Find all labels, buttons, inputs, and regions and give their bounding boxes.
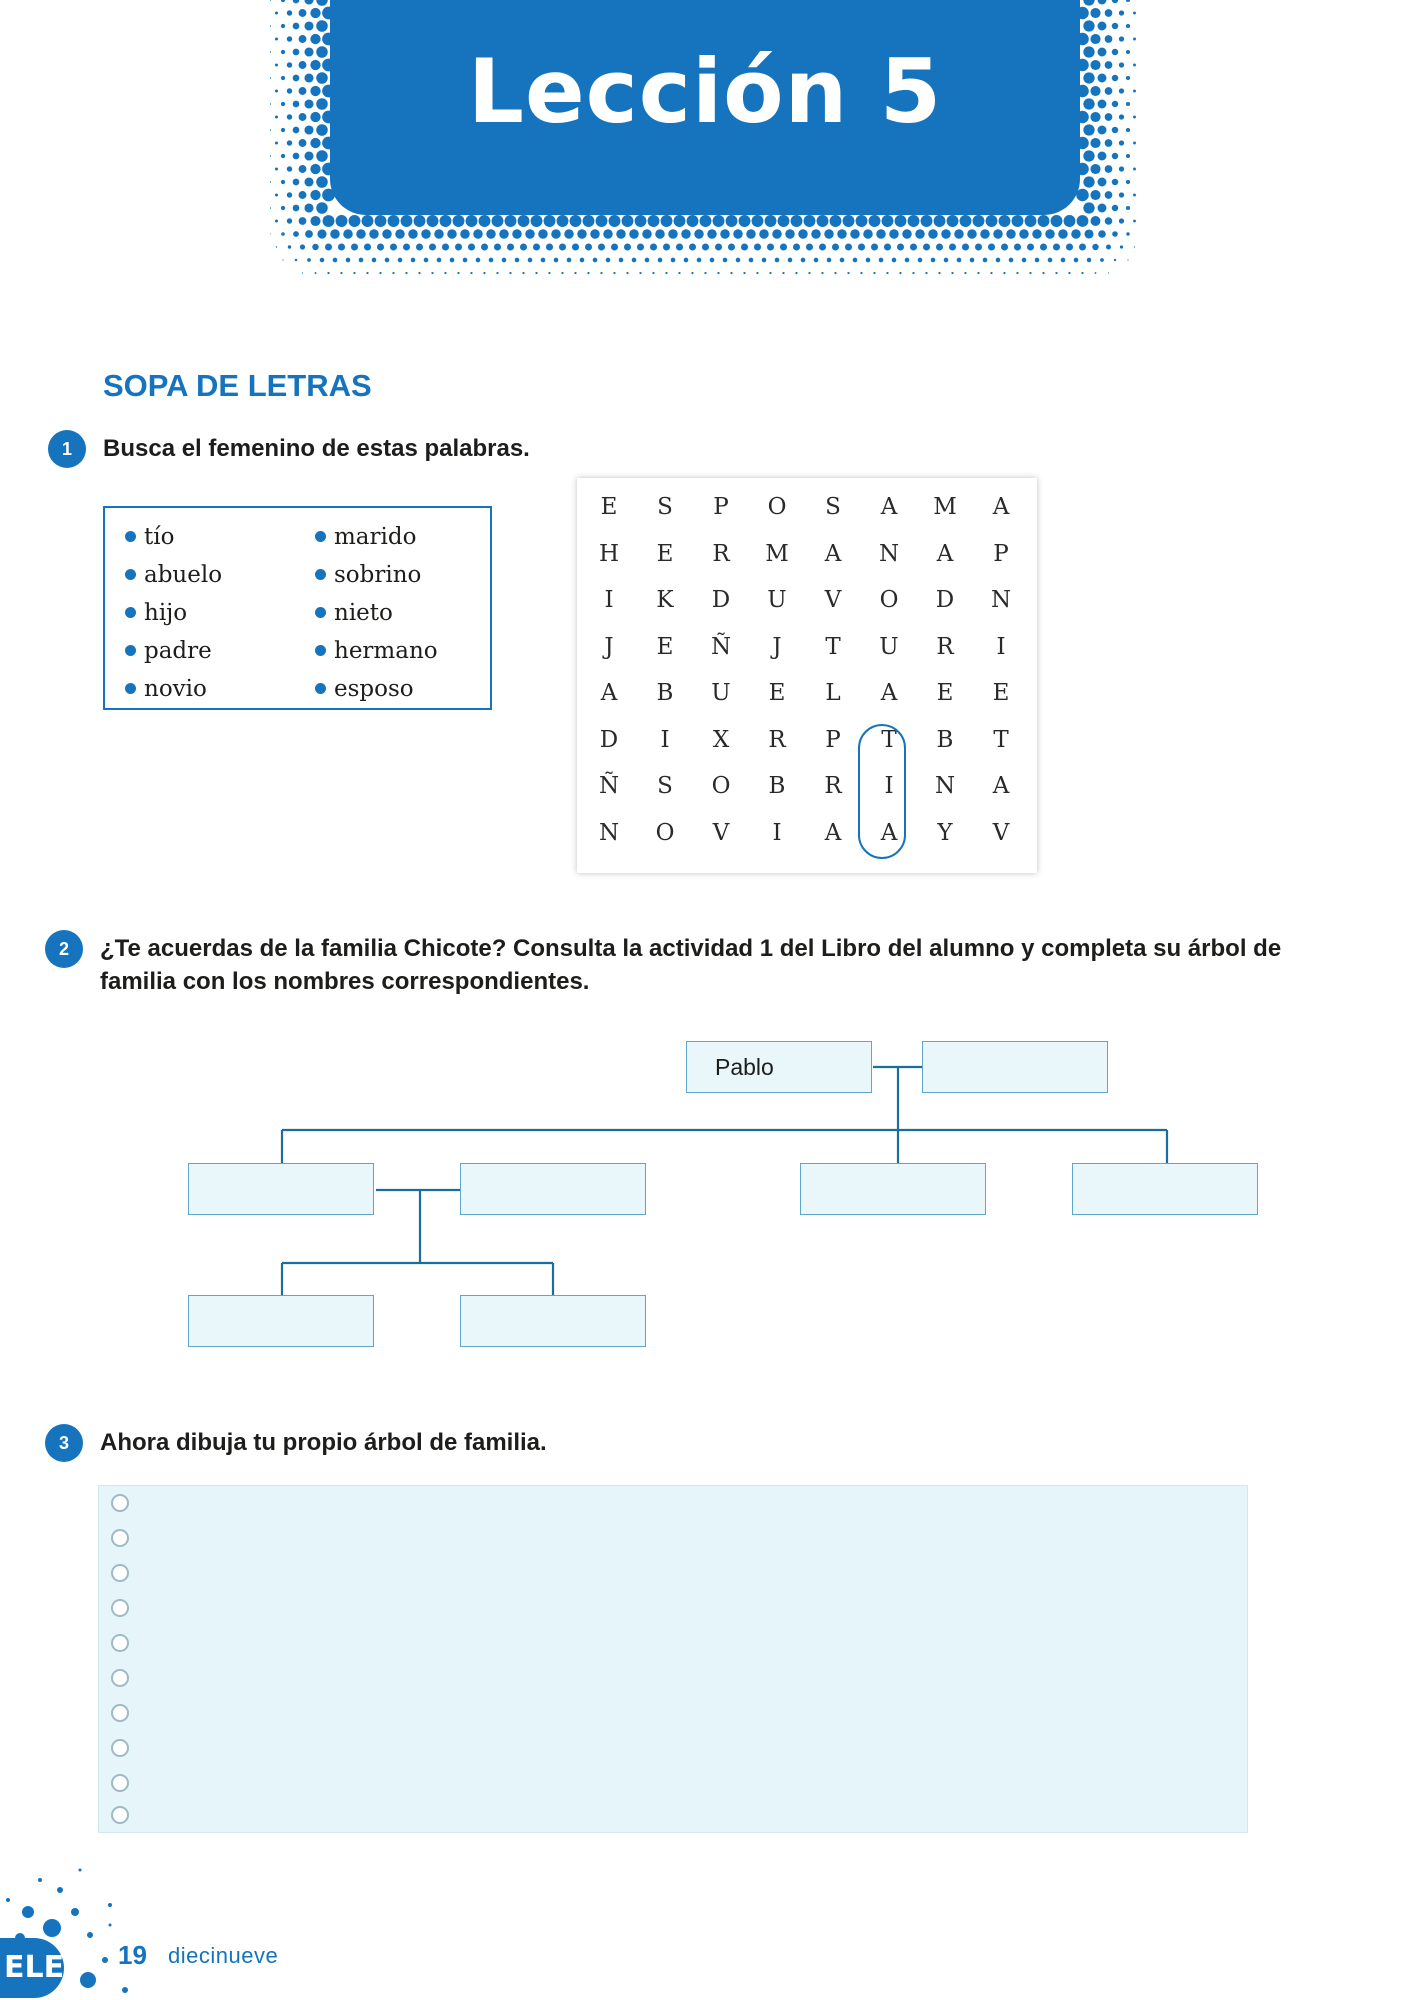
grid-letter[interactable]: U [879, 633, 899, 660]
grid-letter[interactable]: I [772, 819, 782, 846]
tree-box-pablo[interactable] [686, 1041, 872, 1093]
ele-tab-badge: ELE [0, 1938, 64, 1998]
grid-letter[interactable]: L [825, 680, 841, 706]
grid-letter[interactable]: U [767, 587, 787, 613]
word-item: abuelo [125, 556, 222, 594]
tree-box-child-3[interactable] [1072, 1163, 1258, 1215]
drawing-area-notebook[interactable] [98, 1485, 1248, 1833]
grid-letter[interactable]: R [712, 540, 730, 567]
ring-hole [111, 1669, 129, 1687]
grid-letter[interactable]: O [767, 494, 787, 520]
grid-letter[interactable]: V [712, 819, 730, 846]
ring-hole [111, 1739, 129, 1757]
grid-letter[interactable]: X [712, 726, 730, 753]
exercise-2-number: 2 [45, 930, 83, 968]
grid-letter[interactable]: A [880, 680, 898, 706]
word-item: novio [125, 670, 222, 708]
grid-letter[interactable]: T [825, 633, 841, 660]
tree-box-grandchild-2[interactable] [460, 1295, 646, 1347]
grid-letter[interactable]: B [936, 726, 954, 753]
ring-hole [111, 1599, 129, 1617]
grid-letter[interactable]: P [713, 494, 729, 520]
grid-letter[interactable]: Ñ [710, 633, 732, 660]
grid-letter[interactable]: T [881, 726, 897, 753]
lesson-title: Lección 5 [467, 40, 943, 143]
grid-letter[interactable]: O [711, 773, 731, 799]
grid-letter[interactable]: S [657, 494, 673, 520]
grid-letter[interactable]: N [934, 773, 956, 799]
grid-letter[interactable]: M [933, 494, 957, 520]
grid-letter[interactable]: A [880, 494, 898, 520]
grid-letter[interactable]: O [879, 587, 899, 613]
grid-letter[interactable]: O [655, 819, 675, 846]
ring-hole [111, 1564, 129, 1582]
ring-hole [111, 1634, 129, 1652]
ring-hole [111, 1704, 129, 1722]
grid-letter[interactable]: E [936, 680, 954, 706]
grid-letter[interactable]: Y [937, 819, 953, 846]
grid-letter[interactable]: B [768, 773, 786, 799]
word-item: sobrino [315, 556, 438, 594]
grid-letter[interactable]: S [825, 494, 841, 520]
grid-letter[interactable]: D [935, 587, 955, 613]
word-item: nieto [315, 594, 438, 632]
grid-letter[interactable]: R [824, 773, 842, 799]
tree-box-child-1[interactable] [188, 1163, 374, 1215]
word-item: esposo [315, 670, 438, 708]
grid-letter[interactable]: I [660, 726, 670, 753]
grid-letter[interactable]: R [768, 726, 786, 753]
ring-hole [111, 1806, 129, 1824]
page-number: 19 [118, 1940, 147, 1970]
ring-hole [111, 1774, 129, 1792]
grid-letter[interactable]: A [824, 540, 842, 567]
exercise-2-instruction-line2: familia con los nombres correspondientes. [100, 968, 590, 995]
tree-box-name: Pablo [715, 1054, 774, 1080]
grid-letter[interactable]: S [657, 773, 673, 799]
exercise-3-number: 3 [45, 1424, 83, 1462]
grid-letter[interactable]: J [772, 633, 782, 660]
exercise-3-instruction: Ahora dibuja tu propio árbol de familia. [100, 1429, 547, 1456]
exercise-2-instruction-line1: ¿Te acuerdas de la familia Chicote? Consulta la actividad 1 del Libro del alumno y completa su árbol de [100, 935, 1282, 962]
exercise-1-instruction: Busca el femenino de estas palabras. [103, 435, 530, 462]
grid-letter[interactable]: P [993, 540, 1009, 567]
tree-box-child-2[interactable] [800, 1163, 986, 1215]
grid-letter[interactable]: A [992, 494, 1010, 520]
tree-box-spouse[interactable] [922, 1041, 1108, 1093]
grid-letter[interactable]: R [936, 633, 954, 660]
exercise-1-number: 1 [48, 430, 86, 468]
grid-letter[interactable]: H [598, 540, 620, 567]
grid-letter[interactable]: I [996, 633, 1006, 660]
tree-box-grandchild-1[interactable] [188, 1295, 374, 1347]
grid-letter[interactable]: M [765, 540, 789, 567]
grid-letter[interactable]: J [604, 633, 614, 660]
grid-letter[interactable]: E [656, 633, 674, 660]
ring-hole [111, 1529, 129, 1547]
section-title: SOPA DE LETRAS [103, 368, 372, 403]
grid-letter[interactable]: N [990, 587, 1012, 613]
word-item: padre [125, 632, 222, 670]
grid-letter[interactable]: A [824, 819, 842, 846]
word-item: hijo [125, 594, 222, 632]
grid-letter[interactable]: P [825, 726, 841, 753]
grid-letter[interactable]: E [992, 680, 1010, 706]
grid-letter[interactable]: E [656, 540, 674, 567]
word-item: tío [125, 518, 222, 556]
grid-letter[interactable]: T [993, 726, 1009, 753]
grid-letter[interactable]: E [600, 494, 618, 520]
tree-box-child-1-spouse[interactable] [460, 1163, 646, 1215]
page-number-words: diecinueve [168, 1943, 279, 1968]
grid-letter[interactable]: Ñ [598, 773, 620, 799]
grid-letter[interactable]: D [599, 726, 619, 753]
grid-letter[interactable]: N [878, 540, 900, 567]
grid-letter[interactable]: E [768, 680, 786, 706]
grid-letter[interactable]: B [656, 680, 674, 706]
grid-letter[interactable]: A [992, 773, 1010, 799]
ring-hole [111, 1494, 129, 1512]
grid-letter[interactable]: U [711, 680, 731, 706]
word-item: hermano [315, 632, 438, 670]
grid-letter[interactable]: K [656, 587, 674, 613]
grid-letter[interactable]: A [600, 680, 618, 706]
grid-letter[interactable]: V [992, 819, 1010, 846]
grid-letter[interactable]: A [936, 540, 954, 567]
grid-letter[interactable]: D [711, 587, 731, 613]
grid-letter[interactable]: V [824, 587, 842, 613]
grid-letter[interactable]: I [884, 773, 894, 799]
grid-letter[interactable]: A [880, 819, 898, 846]
grid-letter[interactable]: N [598, 819, 620, 846]
grid-letter[interactable]: I [604, 587, 614, 613]
word-item: marido [315, 518, 438, 556]
